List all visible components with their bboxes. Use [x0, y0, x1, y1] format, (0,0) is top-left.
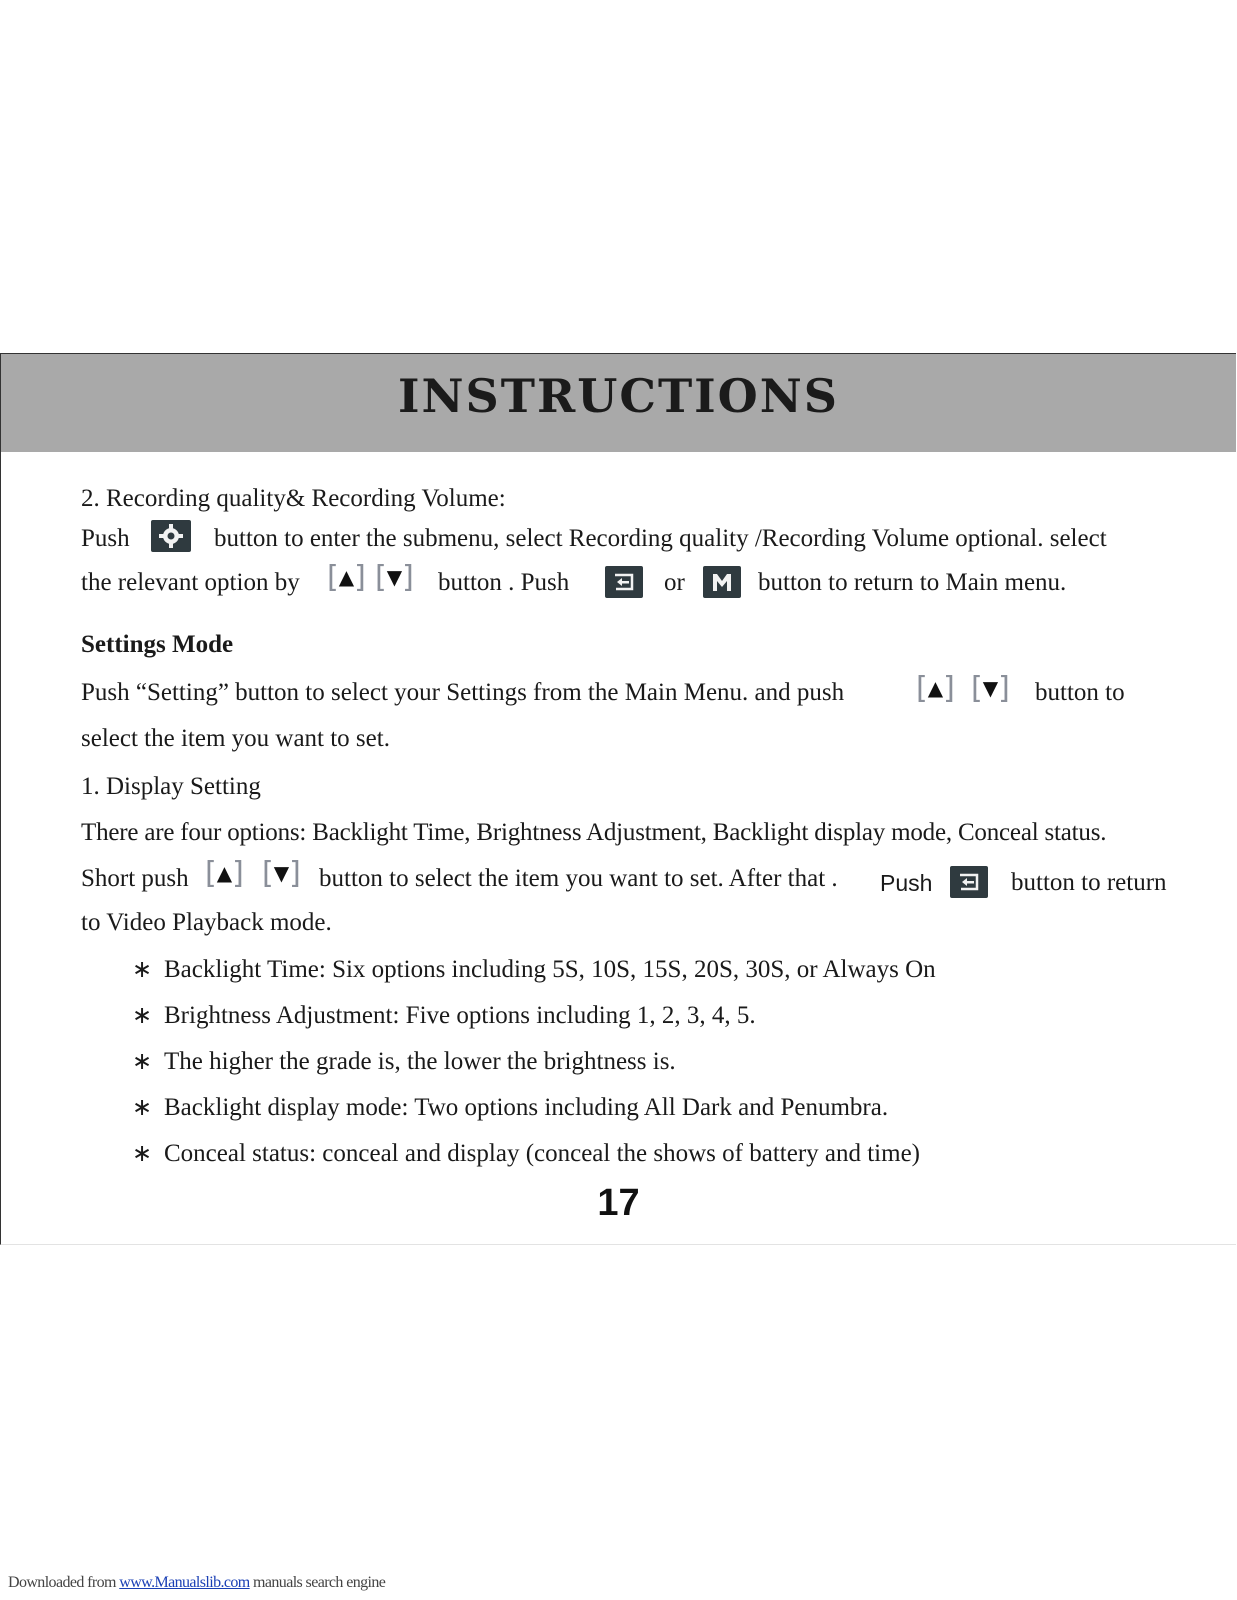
- manualslib-link[interactable]: www.Manualslib.com: [119, 1574, 250, 1591]
- asterisk-icon: ∗: [132, 1093, 153, 1121]
- up-arrow-icon: [▲]: [327, 560, 366, 595]
- display-push: Push: [880, 870, 933, 896]
- up-arrow-icon: [▲]: [916, 671, 955, 706]
- section-2-line2-start: the relevant option by: [81, 569, 300, 596]
- list-item: ∗ Conceal status: conceal and display (conceal the shows of battery and time): [132, 1139, 920, 1167]
- list-item: ∗ The higher the grade is, the lower the brightness is.: [132, 1047, 676, 1075]
- list-item: ∗ Brightness Adjustment: Five options including 1, 2, 3, 4, 5.: [132, 1001, 756, 1029]
- asterisk-icon: ∗: [132, 1001, 153, 1029]
- back-icon: [605, 566, 643, 598]
- page-title: INSTRUCTIONS: [397, 369, 840, 423]
- down-arrow-icon: [▼]: [375, 560, 414, 595]
- list-item: ∗ Backlight display mode: Two options including All Dark and Penumbra.: [132, 1093, 889, 1121]
- page-number: 17: [597, 1182, 640, 1224]
- settings-heading: Settings Mode: [81, 631, 234, 658]
- section-2-or: or: [664, 569, 685, 596]
- display-options-line: There are four options: Backlight Time, Brightness Adjustment, Backlight display mode, Conceal status.: [81, 819, 1107, 846]
- down-arrow-icon: [▼]: [262, 856, 301, 891]
- section-2-line2-end: button to return to Main menu.: [758, 569, 1067, 596]
- settings-line1-end: button to: [1035, 679, 1125, 706]
- settings-line1: Push “Setting” button to select your Settings from the Main Menu. and push: [81, 679, 845, 706]
- back-icon: [950, 866, 988, 898]
- settings-line2: select the item you want to set.: [81, 725, 390, 752]
- display-line-last: to Video Playback mode.: [81, 909, 332, 936]
- display-short-push-rest: button to select the item you want to set. After that .: [319, 865, 838, 892]
- up-arrow-icon: [▲]: [205, 856, 244, 891]
- asterisk-icon: ∗: [132, 955, 153, 983]
- gear-icon: [151, 520, 191, 552]
- asterisk-icon: ∗: [132, 1139, 153, 1167]
- display-title: 1. Display Setting: [81, 773, 261, 800]
- footer: Downloaded from www.Manualslib.com manuals search engine: [8, 1574, 386, 1591]
- display-short-push: Short push: [81, 865, 189, 892]
- asterisk-icon: ∗: [132, 1047, 153, 1075]
- section-2-title: 2. Recording quality& Recording Volume:: [81, 485, 506, 512]
- section-2-line1: button to enter the submenu, select Recording quality /Recording Volume optional. select: [214, 525, 1107, 552]
- menu-m-icon: [703, 566, 741, 598]
- list-item: ∗ Backlight Time: Six options including 5S, 10S, 15S, 20S, 30S, or Always On: [132, 955, 936, 983]
- display-return: button to return: [1011, 869, 1167, 896]
- section-2-line2-mid: button . Push: [438, 569, 570, 596]
- section-2-push-label: Push: [81, 525, 130, 552]
- down-arrow-icon: [▼]: [971, 671, 1010, 706]
